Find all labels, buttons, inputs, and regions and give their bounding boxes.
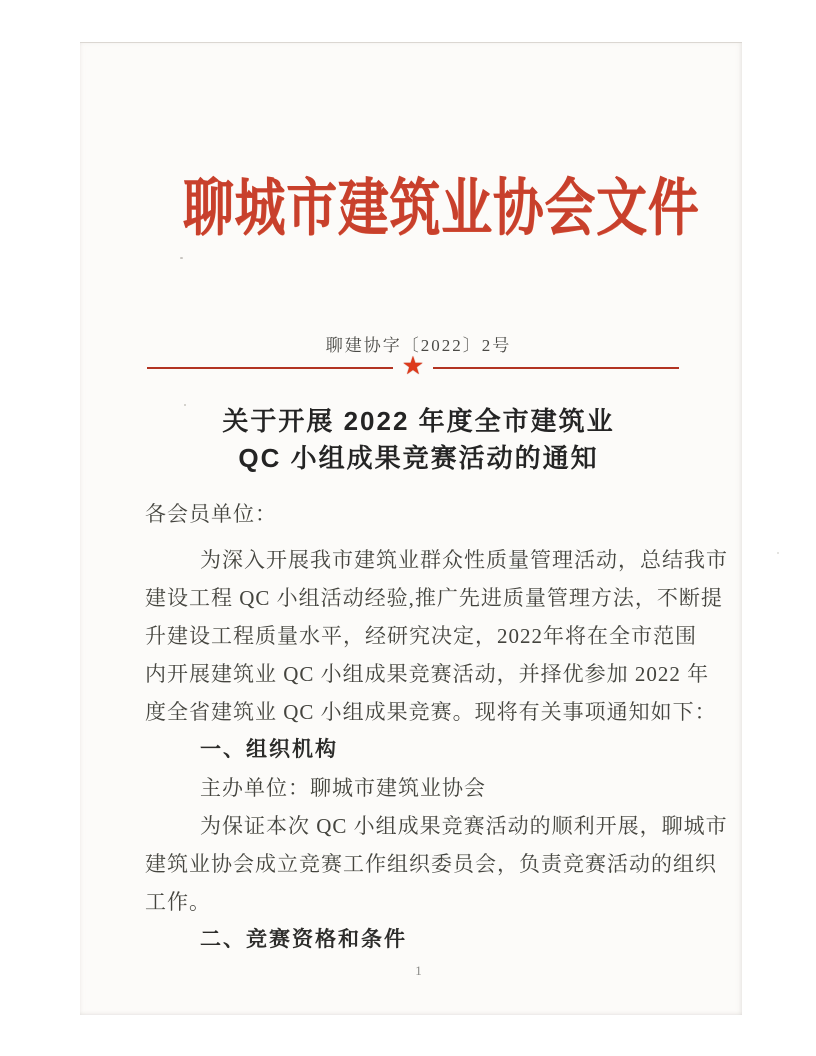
host-unit-line: 主办单位：聊城市建筑业协会 xyxy=(200,776,486,800)
section-heading-2: 二、竞赛资格和条件 xyxy=(200,928,407,951)
org-letterhead-title: 聊城市建筑业协会文件 xyxy=(182,175,700,243)
red-divider-right xyxy=(433,367,679,369)
page-number: 1 xyxy=(415,963,422,978)
body-line: 建筑业协会成立竞赛工作组织委员会，负责竞赛活动的组织 xyxy=(145,852,717,876)
body-line: 为保证本次 QC 小组成果竞赛活动的顺利开展，聊城市 xyxy=(200,814,728,838)
notice-title xyxy=(135,403,702,477)
document-content xyxy=(145,43,728,1015)
red-divider-left xyxy=(147,367,393,369)
scan-speck xyxy=(777,552,779,554)
star-icon: ★ xyxy=(401,353,425,380)
body-line: 工作。 xyxy=(145,890,211,914)
notice-title-line2: QC 小组成果竞赛活动的通知 xyxy=(238,443,599,473)
body-line: 建设工程 QC 小组活动经验,推广先进质量管理方法，不断提 xyxy=(145,586,723,610)
body-line: 升建设工程质量水平，经研究决定，2022年将在全市范围 xyxy=(145,624,697,648)
salutation: 各会员单位： xyxy=(145,502,277,526)
red-divider xyxy=(147,355,679,381)
document-number: 聊建协字〔2022〕2号 xyxy=(325,336,512,355)
notice-title-line1: 关于开展 2022 年度全市建筑业 xyxy=(222,406,615,436)
body-line: 度全省建筑业 QC 小组成果竞赛。现将有关事项通知如下： xyxy=(145,700,717,724)
scanned-page xyxy=(80,42,742,1015)
document-body xyxy=(145,495,728,959)
section-heading-1: 一、组织机构 xyxy=(200,738,338,761)
body-line: 为深入开展我市建筑业群众性质量管理活动，总结我市 xyxy=(200,548,728,572)
body-line: 内开展建筑业 QC 小组成果竞赛活动，并择优参加 2022 年 xyxy=(145,662,710,686)
